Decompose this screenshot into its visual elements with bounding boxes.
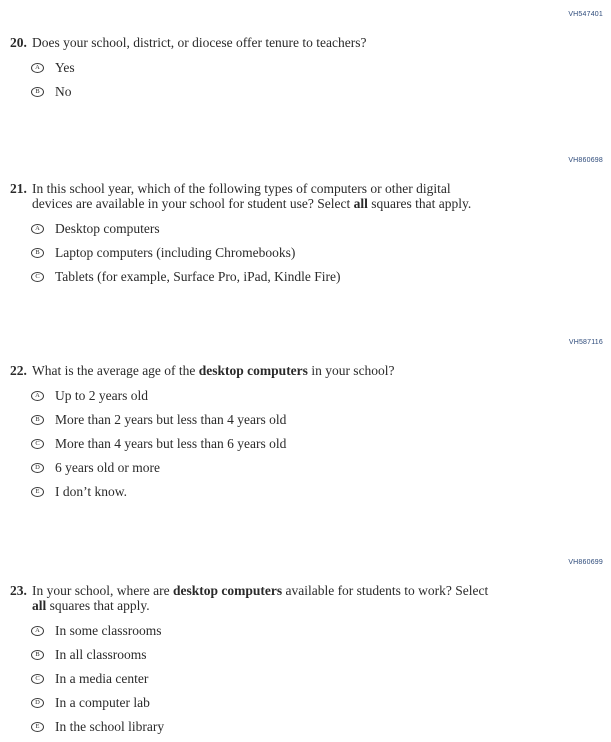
option-label: Yes: [55, 60, 75, 75]
question-row: [0, 35, 611, 50]
option-label: Tablets (for example, Surface Pro, iPad, Kindle Fire): [55, 269, 341, 284]
answer-option[interactable]: [0, 270, 611, 284]
question-line: [32, 35, 367, 50]
question-text-segment: Does your school, district, or diocese offer tenure to teachers?: [32, 35, 367, 50]
option-letter: A: [35, 63, 40, 71]
option-letter: A: [35, 626, 40, 634]
question-number: 22.: [10, 363, 27, 378]
option-label: Desktop computers: [55, 221, 160, 236]
option-bubble-icon[interactable]: [31, 391, 44, 401]
answer-option[interactable]: [0, 696, 611, 710]
option-letter: C: [35, 272, 40, 280]
accession-code: VH860698: [568, 157, 603, 164]
question-text: [32, 583, 488, 613]
option-label: In some classrooms: [55, 623, 162, 638]
option-bubble-icon[interactable]: [31, 87, 44, 97]
answer-option[interactable]: [0, 720, 611, 734]
question-line: [32, 598, 488, 613]
question-text: [32, 35, 367, 50]
answer-option[interactable]: [0, 246, 611, 260]
answer-option[interactable]: [0, 437, 611, 451]
question-text: [32, 363, 395, 378]
question-text-segment: What is the average age of the: [32, 363, 199, 378]
answer-option[interactable]: [0, 389, 611, 403]
option-bubble-icon[interactable]: [31, 626, 44, 636]
option-letter: B: [35, 87, 40, 95]
question-block-20: [0, 11, 611, 109]
question-number: 20.: [10, 35, 27, 50]
option-bubble-icon[interactable]: [31, 248, 44, 258]
answer-option[interactable]: [0, 648, 611, 662]
option-letter: B: [35, 650, 40, 658]
answer-option[interactable]: [0, 85, 611, 99]
option-label: In a computer lab: [55, 695, 150, 710]
question-text-segment: squares that apply.: [367, 196, 472, 211]
question-number: 23.: [10, 583, 27, 598]
option-letter: C: [35, 674, 40, 682]
question-text-segment-bold: all: [32, 598, 47, 613]
option-bubble-icon[interactable]: [31, 698, 44, 708]
option-letter: A: [35, 391, 40, 399]
option-bubble-icon[interactable]: [31, 463, 44, 473]
answer-option[interactable]: [0, 672, 611, 686]
options-list: [0, 624, 611, 734]
question-text-segment-bold: all: [353, 196, 368, 211]
question-line: [32, 181, 471, 196]
accession-code: VH860699: [568, 559, 603, 566]
option-bubble-icon[interactable]: [31, 674, 44, 684]
accession-code: VH587116: [568, 339, 603, 346]
question-text-segment: squares that apply.: [46, 598, 150, 613]
question-number: 21.: [10, 181, 27, 196]
option-letter: A: [35, 224, 40, 232]
option-bubble-icon[interactable]: [31, 63, 44, 73]
option-label: Up to 2 years old: [55, 388, 148, 403]
question-text-segment-bold: desktop computers: [198, 363, 308, 378]
option-label: Laptop computers (including Chromebooks): [55, 245, 296, 260]
option-bubble-icon[interactable]: [31, 272, 44, 282]
option-bubble-icon[interactable]: [31, 487, 44, 497]
question-text-segment: available for students to work? Select: [282, 583, 489, 598]
option-label: In a media center: [55, 671, 149, 686]
option-bubble-icon[interactable]: [31, 224, 44, 234]
options-list: [0, 389, 611, 499]
answer-option[interactable]: [0, 413, 611, 427]
option-letter: E: [35, 722, 40, 730]
option-letter: B: [35, 248, 40, 256]
question-line: [32, 363, 395, 378]
question-block-21: [0, 157, 611, 294]
question-block-23: [0, 559, 611, 742]
question-text-segment-bold: desktop computers: [172, 583, 283, 598]
question-text-segment: In this school year, which of the following types of computers or other digital: [32, 181, 451, 196]
options-list: [0, 61, 611, 99]
option-label: No: [55, 84, 72, 99]
option-bubble-icon[interactable]: [31, 722, 44, 732]
question-line: [32, 583, 488, 598]
question-block-22: [0, 339, 611, 509]
answer-option[interactable]: [0, 61, 611, 75]
answer-option[interactable]: [0, 485, 611, 499]
option-label: In the school library: [55, 719, 165, 734]
accession-code: VH547401: [568, 11, 603, 18]
option-letter: D: [35, 463, 40, 471]
answer-option[interactable]: [0, 624, 611, 638]
option-letter: C: [35, 439, 40, 447]
option-label: More than 2 years but less than 4 years old: [55, 412, 287, 427]
option-bubble-icon[interactable]: [31, 415, 44, 425]
question-text-segment: in your school?: [307, 363, 395, 378]
option-letter: B: [35, 415, 40, 423]
question-row: [0, 363, 611, 378]
question-line: [32, 196, 471, 211]
option-label: 6 years old or more: [55, 460, 160, 475]
question-text-segment: In your school, where are: [32, 583, 173, 598]
option-letter: D: [35, 698, 40, 706]
question-text-segment: devices are available in your school for student use? Select: [32, 196, 354, 211]
option-bubble-icon[interactable]: [31, 439, 44, 449]
answer-option[interactable]: [0, 222, 611, 236]
option-label: I don’t know.: [55, 484, 127, 499]
option-letter: E: [35, 487, 40, 495]
options-list: [0, 222, 611, 284]
question-text: [32, 181, 471, 211]
question-row: [0, 181, 611, 211]
option-label: In all classrooms: [55, 647, 147, 662]
option-label: More than 4 years but less than 6 years old: [55, 436, 287, 451]
answer-option[interactable]: [0, 461, 611, 475]
question-row: [0, 583, 611, 613]
option-bubble-icon[interactable]: [31, 650, 44, 660]
